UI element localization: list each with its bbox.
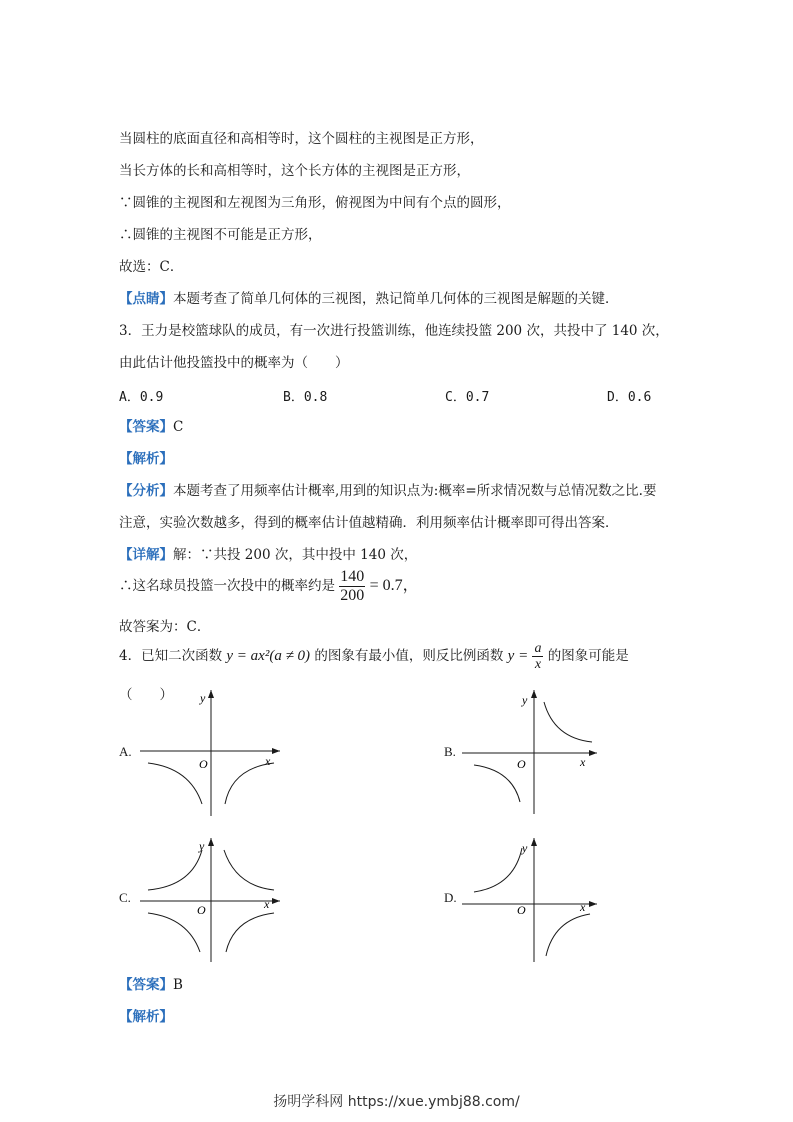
- q3-analysis-line: [119, 450, 173, 468]
- q3-fraction: [339, 568, 365, 605]
- q3-detail-prefix: ∴这名球员投篮一次投中的概率约是: [119, 578, 335, 594]
- y-label: y: [522, 693, 528, 707]
- y-arrow: [531, 838, 537, 846]
- q3-answer-tag: 【答案】: [119, 419, 173, 435]
- q3-fenxi-tag: 【分析】: [119, 483, 173, 499]
- x-label: x: [580, 900, 586, 914]
- curve-right-lower: [226, 913, 274, 952]
- q3-analysis-tag: 【解析】: [119, 451, 173, 467]
- origin-label: O: [197, 903, 206, 917]
- q4-answer-line: [119, 976, 183, 994]
- q3-detail-text-1: 解：∵共投 200 次，其中投中 140 次，: [173, 547, 418, 563]
- q3-option-a: A．0.9: [119, 390, 164, 405]
- q4-graph-label-b: B.: [444, 744, 456, 759]
- x-label: x: [265, 754, 271, 768]
- q3-stem-line-2: 由此估计他投篮投中的概率为（ ）: [119, 355, 349, 371]
- q4-graph-label-c: C.: [119, 890, 131, 905]
- y-label: y: [522, 841, 528, 855]
- y-label: y: [200, 691, 206, 705]
- origin-label: O: [517, 903, 526, 917]
- q4-stem-prefix: 4．已知二次函数: [119, 648, 223, 664]
- q4-paren: （ ）: [119, 687, 173, 703]
- q4-stem-middle: 的图象有最小值，则反比例函数: [314, 648, 504, 664]
- x-arrow: [589, 750, 597, 756]
- curve-right-upper: [544, 702, 592, 742]
- q3-answer: C: [173, 419, 184, 435]
- q3-fraction-numerator: 140: [340, 568, 365, 585]
- curve-right-lower: [225, 763, 274, 804]
- q3-detail-line-1: [119, 546, 417, 564]
- curve-left-lower: [148, 913, 200, 952]
- y-arrow: [208, 838, 214, 846]
- x-arrow: [272, 748, 280, 754]
- y-arrow: [208, 690, 214, 698]
- curve-right-upper: [224, 850, 274, 890]
- solution-line-2: 当长方体的长和高相等时，这个长方体的主视图是正方形，: [119, 163, 470, 179]
- solution-line-4: ∴圆锥的主视图不可能是正方形，: [119, 227, 322, 243]
- origin-label: O: [517, 757, 526, 771]
- q3-fenxi-line-1: [119, 482, 656, 500]
- solution-line-5: 故选：C．: [119, 259, 184, 275]
- q4-graph-c: [140, 834, 290, 966]
- solution-line-1: 当圆柱的底面直径和高相等时，这个圆柱的主视图是正方形，: [119, 131, 484, 147]
- q3-option-d: D．0.6: [607, 390, 652, 405]
- q4-graph-label-a: A.: [119, 744, 132, 759]
- q3-fenxi-text-1: 本题考查了用频率估计概率,用到的知识点为:概率=所求情况数与总情况数之比.要: [173, 483, 657, 499]
- page-footer: 扬明学科网 https://xue.ymbj88.com/: [273, 1094, 520, 1110]
- q3-final-line: 故答案为：C．: [119, 619, 211, 635]
- q3-detail-line-2: [119, 566, 419, 606]
- q3-fraction-result: = 0.7，: [369, 577, 419, 594]
- q4-fraction-denominator: x: [534, 656, 542, 672]
- q4-answer-tag: 【答案】: [119, 977, 173, 993]
- origin-label: O: [199, 757, 208, 771]
- comment-tag: 【点睛】: [119, 291, 173, 307]
- q4-graph-label-d: D.: [444, 890, 457, 905]
- q4-stem-suffix: 的图象可能是: [547, 648, 629, 664]
- q4-analysis-line: [119, 1008, 173, 1026]
- q4-quadratic-function: y = ax²(a ≠ 0): [226, 648, 311, 664]
- x-label: x: [264, 897, 270, 911]
- curve-left-lower: [474, 765, 520, 802]
- q4-fraction-numerator: a: [534, 640, 542, 656]
- q4-graph-d: [462, 834, 612, 966]
- x-label: x: [580, 755, 586, 769]
- x-arrow: [272, 898, 280, 904]
- curve-left-upper: [474, 848, 522, 892]
- q3-answer-line: [119, 418, 183, 436]
- q3-option-b: B．0.8: [283, 390, 328, 405]
- curve-left-upper: [148, 850, 202, 890]
- x-arrow: [589, 901, 597, 907]
- q4-graph-a: [140, 686, 290, 818]
- q3-fraction-denominator: 200: [340, 587, 365, 604]
- q4-reciprocal-fraction: [532, 642, 543, 672]
- q3-fenxi-line-2: 注意，实验次数越多，得到的概率估计值越精确．利用频率估计概率即可得出答案．: [119, 515, 619, 531]
- q3-detail-tag: 【详解】: [119, 547, 173, 563]
- q4-stem-line: [119, 636, 629, 676]
- q4-answer: B: [173, 977, 183, 993]
- q3-option-c: C．0.7: [445, 390, 490, 405]
- q4-graph-b: [462, 686, 612, 818]
- y-label: y: [199, 839, 205, 853]
- y-arrow: [531, 690, 537, 698]
- solution-line-3: ∵圆锥的主视图和左视图为三角形，俯视图为中间有个点的圆形，: [119, 195, 511, 211]
- comment-text: 本题考查了简单几何体的三视图，熟记简单几何体的三视图是解题的关键．: [173, 291, 619, 307]
- curve-right-lower: [546, 914, 590, 956]
- q4-analysis-tag: 【解析】: [119, 1009, 173, 1025]
- curve-left-lower: [148, 763, 202, 804]
- q4-reciprocal-y: y =: [507, 648, 529, 664]
- comment-line: [119, 290, 619, 308]
- q3-stem-line-1: 3．王力是校篮球队的成员，有一次进行投篮训练，他连续投篮 200 次，共投中了 140 次，: [119, 323, 669, 339]
